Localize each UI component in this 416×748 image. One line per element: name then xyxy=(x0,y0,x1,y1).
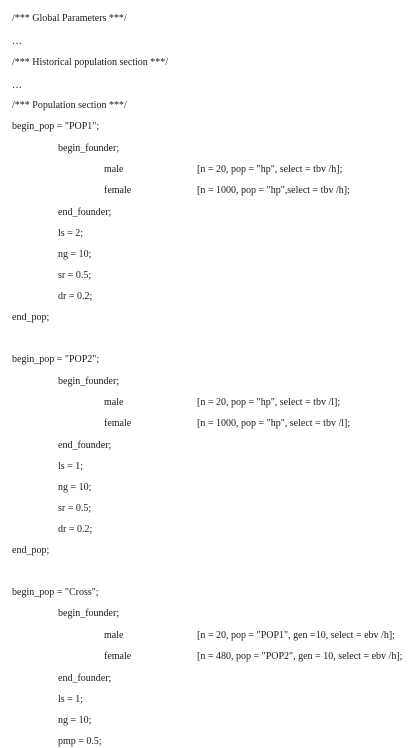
begin-pop-pop2: begin_pop = "POP2"; xyxy=(12,354,100,365)
male-label: male xyxy=(104,397,124,408)
male-label: male xyxy=(104,630,124,641)
ellipsis-line: … xyxy=(12,36,22,47)
female-label: female xyxy=(104,185,132,196)
begin-pop-cross: begin_pop = "Cross"; xyxy=(12,587,99,598)
end-founder: end_founder; xyxy=(58,673,112,684)
end-pop: end_pop; xyxy=(12,312,50,323)
comment-historical-population: /*** Historical population section ***/ xyxy=(12,57,169,68)
begin-pop-pop1: begin_pop = "POP1"; xyxy=(12,121,100,132)
comment-population-section: /*** Population section ***/ xyxy=(12,100,127,111)
param-ng: ng = 10; xyxy=(58,249,92,260)
param-pmp: pmp = 0.5; xyxy=(58,736,102,747)
begin-founder: begin_founder; xyxy=(58,608,120,619)
male-attributes: [n = 20, pop = "hp", select = tbv /h]; xyxy=(197,164,343,175)
female-label: female xyxy=(104,418,132,429)
param-dr: dr = 0.2; xyxy=(58,291,93,302)
comment-global-parameters: /*** Global Parameters ***/ xyxy=(12,13,127,24)
param-ls: ls = 1; xyxy=(58,461,84,472)
male-attributes: [n = 20, pop = "POP1", gen =10, select = ebv /h]; xyxy=(197,630,395,641)
begin-founder: begin_founder; xyxy=(58,376,120,387)
female-attributes: [n = 1000, pop = "hp",select = tbv /h]; xyxy=(197,185,350,196)
female-label: female xyxy=(104,651,132,662)
female-attributes: [n = 1000, pop = "hp", select = tbv /l]; xyxy=(197,418,351,429)
param-dr: dr = 0.2; xyxy=(58,524,93,535)
male-attributes: [n = 20, pop = "hp", select = tbv /l]; xyxy=(197,397,341,408)
male-label: male xyxy=(104,164,124,175)
param-ng: ng = 10; xyxy=(58,715,92,726)
ellipsis-line: … xyxy=(12,80,22,91)
param-ls: ls = 2; xyxy=(58,228,84,239)
end-founder: end_founder; xyxy=(58,440,112,451)
param-sr: sr = 0.5; xyxy=(58,503,92,514)
param-sr: sr = 0.5; xyxy=(58,270,92,281)
female-attributes: [n = 480, pop = "POP2", gen = 10, select = ebv /h]; xyxy=(197,651,403,662)
param-ng: ng = 10; xyxy=(58,482,92,493)
param-ls: ls = 1; xyxy=(58,694,84,705)
end-pop: end_pop; xyxy=(12,545,50,556)
end-founder: end_founder; xyxy=(58,207,112,218)
begin-founder: begin_founder; xyxy=(58,143,120,154)
